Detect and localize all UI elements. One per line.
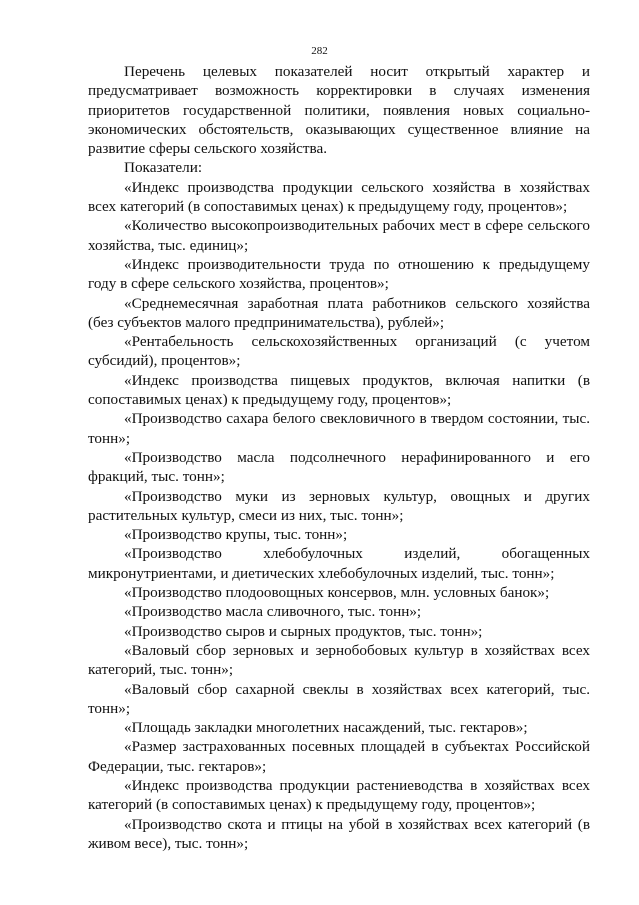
indicator-item: «Индекс производства пищевых продуктов, включая напитки (в сопоставимых ценах) к предыдущему году, процентов»; xyxy=(88,371,590,409)
indicator-item: «Производство сахара белого свекловичного в твердом состоянии, тыс. тонн»; xyxy=(88,410,590,447)
document-body xyxy=(88,62,590,853)
indicator-item: «Размер застрахованных посевных площадей в субъектах Российской Федерации, тыс. гектаров»; xyxy=(88,738,590,775)
indicator-item: «Производство масла подсолнечного нерафинированного и его фракций, тыс. тонн»; xyxy=(88,448,590,486)
indicator-item: «Производство сыров и сырных продуктов, тыс. тонн»; xyxy=(124,622,483,640)
indicator-item: «Валовый сбор сахарной свеклы в хозяйствах всех категорий, тыс. тонн»; xyxy=(88,680,590,717)
indicator-item: «Производство хлебобулочных изделий, обогащенных микронутриентами, и диетических хлебобулочных изделий, тыс. тонн»; xyxy=(88,545,590,582)
indicator-item: «Производство скота и птицы на убой в хозяйствах всех категорий (в живом весе), тыс. тонн»; xyxy=(88,815,590,852)
intro-paragraph: Перечень целевых показателей носит открытый характер и предусматривает возможность корректировки в случаях изменения приоритетов государственной политики, появления новых социально-экономических обстоятельств, оказывающих существенное влияние на развитие сферы сельского хозяйства. xyxy=(88,63,590,158)
indicator-item: «Индекс производства продукции сельского хозяйства в хозяйствах всех категорий (в сопоставимых ценах) к предыдущему году, процентов»; xyxy=(88,178,590,216)
indicator-item: «Индекс производства продукции растениеводства в хозяйствах всех категорий (в сопоставимых ценах) к предыдущему году, процентов»; xyxy=(88,776,590,814)
indicator-item: «Количество высокопроизводительных рабочих мест в сфере сельского хозяйства, тыс. единиц»; xyxy=(88,217,590,254)
indicator-item: «Индекс производительности труда по отношению к предыдущему году в сфере сельского хозяйства, процентов»; xyxy=(88,255,590,293)
indicator-item: «Производство крупы, тыс. тонн»; xyxy=(124,526,348,544)
indicator-item: «Производство масла сливочного, тыс. тонн»; xyxy=(124,603,422,621)
indicator-item: «Производство плодоовощных консервов, млн. условных банок»; xyxy=(124,584,550,602)
indicator-item: «Производство муки из зерновых культур, овощных и других растительных культур, смеси из них, тыс. тонн»; xyxy=(88,487,590,524)
page-number: 282 xyxy=(311,45,328,57)
indicator-item: «Рентабельность сельскохозяйственных организаций (с учетом субсидий), процентов»; xyxy=(88,333,590,370)
indicator-item: «Среднемесячная заработная плата работников сельского хозяйства (без субъектов малого предпринимательства), рублей»; xyxy=(88,294,590,331)
indicator-item: «Площадь закладки многолетних насаждений, тыс. гектаров»; xyxy=(124,719,528,737)
indicator-item: «Валовый сбор зерновых и зернобобовых культур в хозяйствах всех категорий, тыс. тонн»; xyxy=(88,641,590,679)
indicators-heading: Показатели: xyxy=(124,159,203,177)
